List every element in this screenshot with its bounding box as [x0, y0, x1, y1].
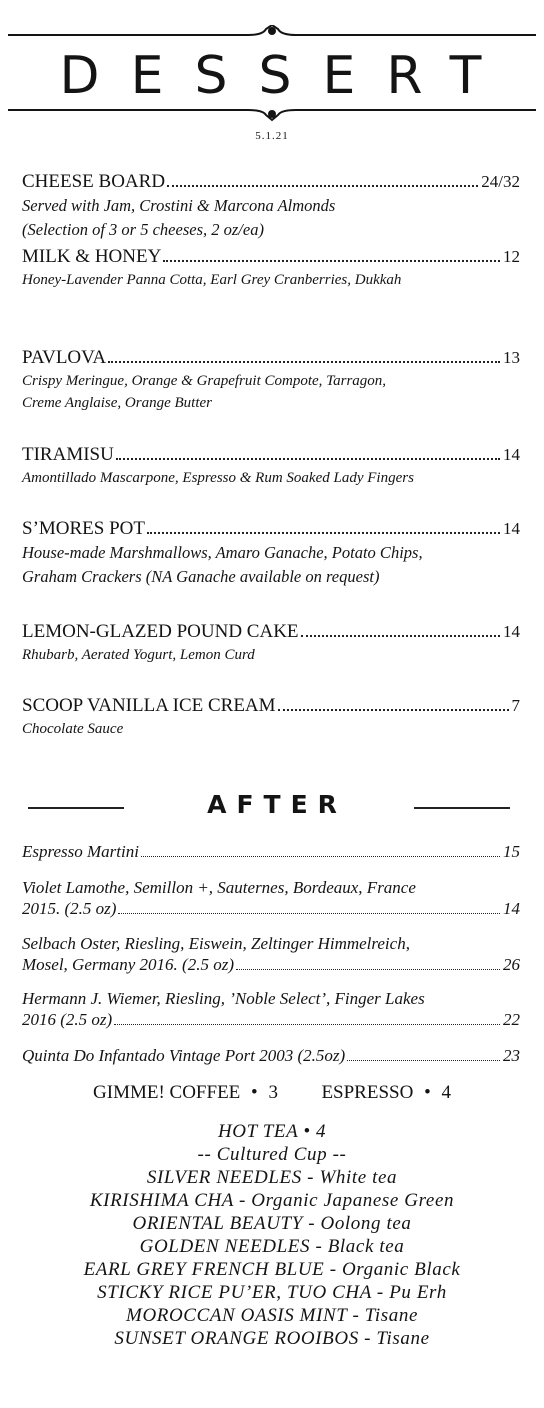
- tea-item: ORIENTAL BEAUTY - Oolong tea: [132, 1213, 412, 1234]
- coffee-line: [0, 1082, 544, 1104]
- dessert-description: Chocolate Sauce: [22, 721, 124, 737]
- dot-leader: [347, 1060, 500, 1061]
- tea-item: EARL GREY FRENCH BLUE - Organic Black: [83, 1259, 461, 1280]
- dessert-description: Served with Jam, Crostini & Marcona Almonds: [22, 196, 336, 215]
- tea-item: GOLDEN NEEDLES - Black tea: [139, 1236, 405, 1257]
- dot-leader: [147, 532, 500, 534]
- dessert-description: Amontillado Mascarpone, Espresso & Rum Soaked Lady Fingers: [22, 470, 414, 486]
- dessert-item-milk-honey: [22, 245, 520, 291]
- after-rule-right: [414, 807, 510, 809]
- dessert-price: 14: [503, 622, 520, 641]
- dot-leader: [278, 709, 509, 711]
- tea-list: [0, 1120, 544, 1350]
- tea-item: STICKY RICE PU’ER, TUO CHA - Pu Erh: [97, 1282, 447, 1303]
- dessert-name: TIRAMISU: [22, 444, 114, 465]
- dot-leader: [236, 969, 500, 970]
- dessert-item-tiramisu: [22, 443, 520, 489]
- tea-heading: HOT TEA • 4: [217, 1121, 327, 1142]
- espresso-item: ESPRESSO: [321, 1082, 414, 1103]
- dessert-description: Crispy Meringue, Orange & Grapefruit Compote, Tarragon,: [22, 373, 387, 389]
- dessert-name: S’MORES POT: [22, 518, 145, 539]
- dessert-price: 14: [503, 445, 520, 464]
- dessert-name: SCOOP VANILLA ICE CREAM: [22, 695, 276, 716]
- drink-name: Selbach Oster, Riesling, Eiswein, Zeltinger Himmelreich,: [22, 934, 410, 953]
- dot-leader: [108, 361, 500, 363]
- dessert-item-cheese-board: [22, 170, 520, 242]
- dessert-price: 7: [511, 696, 520, 715]
- drink-price: 23: [503, 1046, 520, 1065]
- drink-price: 22: [503, 1010, 520, 1029]
- menu-header: [0, 0, 544, 170]
- drink-name: Quinta Do Infantado Vintage Port 2003 (2.5oz): [22, 1046, 346, 1065]
- drink-name: Hermann J. Wiemer, Riesling, ’Noble Select’, Finger Lakes: [22, 989, 425, 1008]
- dessert-description: Honey-Lavender Panna Cotta, Earl Grey Cranberries, Dukkah: [22, 272, 402, 288]
- dot-leader: [163, 260, 500, 262]
- menu-date: 5.1.21: [255, 130, 289, 142]
- drink-detail: Mosel, Germany 2016. (2.5 oz): [22, 955, 234, 974]
- dot-leader: [116, 458, 500, 460]
- dessert-description: Rhubarb, Aerated Yogurt, Lemon Curd: [22, 647, 255, 663]
- drink-price: 14: [503, 899, 520, 918]
- drink-name: Violet Lamothe, Semillon +, Sauternes, Bordeaux, France: [22, 878, 416, 897]
- drink-hermann-wiemer: [22, 988, 520, 1030]
- drink-price: 26: [503, 955, 520, 974]
- dessert-name: PAVLOVA: [22, 347, 107, 368]
- dot-leader: [118, 913, 500, 914]
- bullet-separator: •: [251, 1082, 258, 1103]
- tea-item: KIRISHIMA CHA - Organic Japanese Green: [89, 1190, 455, 1211]
- dot-leader: [167, 185, 478, 187]
- drink-name: Espresso Martini: [22, 842, 139, 861]
- coffee-item: GIMME! COFFEE: [93, 1082, 241, 1103]
- drink-detail: 2015. (2.5 oz): [22, 899, 117, 918]
- tea-item: MOROCCAN OASIS MINT - Tisane: [126, 1305, 418, 1326]
- drink-selbach-oster: [22, 933, 520, 975]
- bullet-separator: •: [424, 1082, 431, 1103]
- dessert-price: 24/32: [481, 172, 520, 191]
- dessert-name: LEMON-GLAZED POUND CAKE: [22, 621, 299, 642]
- dessert-name: MILK & HONEY: [22, 246, 162, 267]
- after-section-header: [0, 790, 544, 830]
- dessert-description: Creme Anglaise, Orange Butter: [22, 395, 212, 411]
- dot-leader: [141, 856, 500, 857]
- dessert-price: 13: [503, 348, 520, 367]
- dot-leader: [114, 1024, 500, 1025]
- coffee-price: 3: [268, 1082, 278, 1103]
- drink-price: 15: [503, 842, 520, 861]
- drink-violet-lamothe: [22, 877, 520, 919]
- dessert-item-smores-pot: [22, 517, 520, 589]
- espresso-price: 4: [441, 1082, 451, 1103]
- drink-detail: 2016 (2.5 oz): [22, 1010, 113, 1029]
- dessert-description: (Selection of 3 or 5 cheeses, 2 oz/ea): [22, 220, 264, 239]
- tea-item: SILVER NEEDLES - White tea: [146, 1167, 398, 1188]
- after-title: AFTER: [207, 790, 347, 819]
- dessert-price: 12: [503, 247, 520, 266]
- dessert-item-pound-cake: [22, 620, 520, 666]
- tea-supplier: -- Cultured Cup --: [197, 1144, 347, 1165]
- dessert-description: Graham Crackers (NA Ganache available on request): [22, 567, 380, 586]
- drink-quinta-port: [22, 1045, 520, 1066]
- dot-leader: [301, 635, 500, 637]
- dessert-price: 14: [503, 519, 520, 538]
- dessert-name: CHEESE BOARD: [22, 171, 166, 192]
- page-title: DESSERT: [59, 46, 513, 106]
- tea-item: SUNSET ORANGE ROOIBOS - Tisane: [114, 1328, 430, 1349]
- dessert-item-pavlova: [22, 346, 520, 414]
- dessert-item-ice-cream: [22, 694, 520, 740]
- dessert-description: House-made Marshmallows, Amaro Ganache, Potato Chips,: [22, 543, 423, 562]
- drink-espresso-martini: [22, 841, 520, 862]
